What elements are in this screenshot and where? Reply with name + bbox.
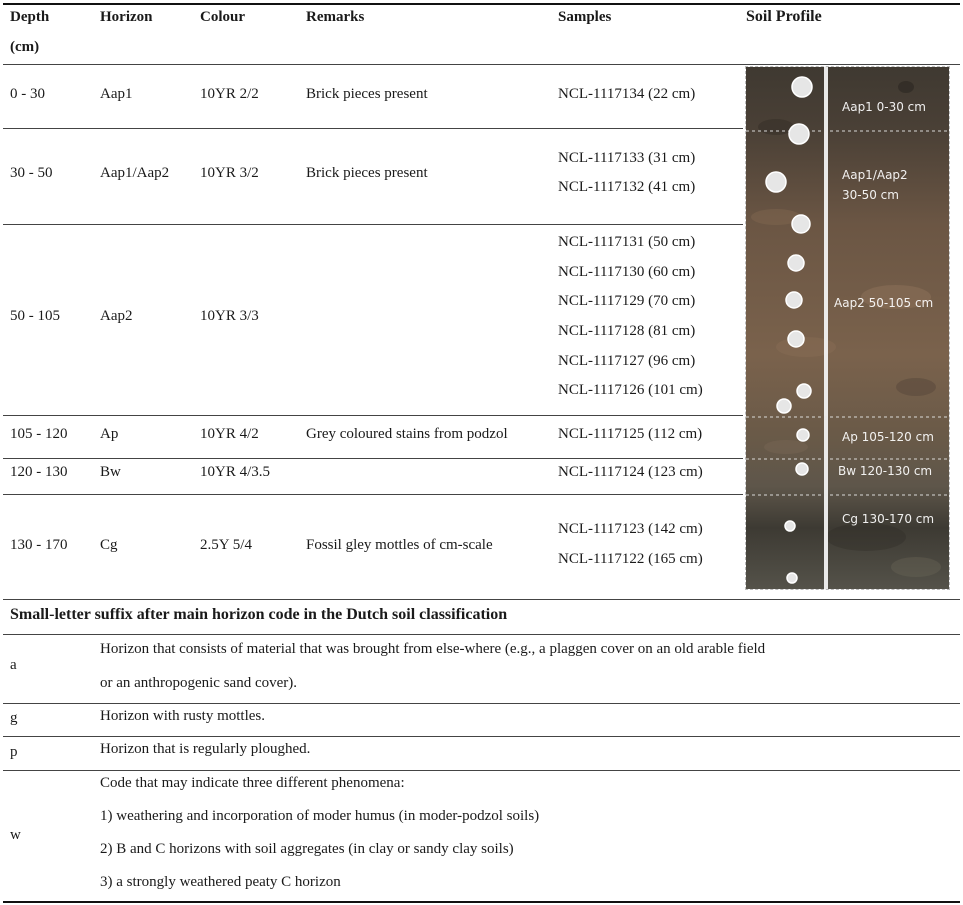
header-colour: Colour xyxy=(200,9,245,25)
cell-colour: 10YR 3/3 xyxy=(200,308,259,324)
cell-horizon: Aap1 xyxy=(100,86,133,102)
cell-depth: 105 - 120 xyxy=(10,426,68,442)
profile-label: Aap1/Aap2 xyxy=(842,168,908,182)
profile-label: Aap2 50-105 cm xyxy=(834,296,934,310)
header-samples: Samples xyxy=(558,9,612,25)
suffix-code: g xyxy=(10,710,18,726)
suffix-description: Code that may indicate three different phenomena: xyxy=(100,775,405,791)
header-horizon: Horizon xyxy=(100,9,153,25)
cell-remarks: Brick pieces present xyxy=(306,165,428,181)
cell-colour: 10YR 3/2 xyxy=(200,165,259,181)
suffix-divider xyxy=(3,770,960,771)
cell-sample: NCL-1117128 (81 cm) xyxy=(558,323,696,339)
suffix-description: 2) B and C horizons with soil aggregates (in clay or sandy clay soils) xyxy=(100,841,514,857)
profile-label: Cg 130-170 cm xyxy=(842,512,935,526)
suffix-bottom-rule xyxy=(3,901,960,903)
cell-sample: NCL-1117132 (41 cm) xyxy=(558,179,696,195)
cell-sample: NCL-1117130 (60 cm) xyxy=(558,264,696,280)
suffix-title-rule xyxy=(3,634,960,635)
header-depth-unit: (cm) xyxy=(10,39,40,55)
cell-sample: NCL-1117122 (165 cm) xyxy=(558,551,703,567)
cell-horizon: Aap1/Aap2 xyxy=(100,165,170,181)
cell-depth: 120 - 130 xyxy=(10,464,68,480)
suffix-description: 1) weathering and incorporation of moder humus (in moder-podzol soils) xyxy=(100,808,540,824)
cell-horizon: Ap xyxy=(100,426,119,442)
table-bottom-rule xyxy=(3,599,960,600)
suffix-code: w xyxy=(10,827,21,843)
table-top-rule xyxy=(3,3,960,5)
cell-depth: 30 - 50 xyxy=(10,165,53,181)
cell-horizon: Cg xyxy=(100,537,118,553)
cell-sample: NCL-1117129 (70 cm) xyxy=(558,293,696,309)
header-soil-profile: Soil Profile xyxy=(746,8,822,25)
cell-colour: 10YR 2/2 xyxy=(200,86,259,102)
row-divider xyxy=(3,224,743,225)
row-divider xyxy=(3,128,743,129)
suffix-code: a xyxy=(10,657,17,673)
cell-sample: NCL-1117126 (101 cm) xyxy=(558,382,703,398)
row-divider xyxy=(3,494,743,495)
suffix-description: or an anthropogenic sand cover). xyxy=(100,675,298,691)
suffix-divider xyxy=(3,703,960,704)
cell-sample: NCL-1117127 (96 cm) xyxy=(558,353,696,369)
cell-colour: 10YR 4/2 xyxy=(200,426,259,442)
cell-depth: 0 - 30 xyxy=(10,86,45,102)
suffix-description: Horizon that is regularly ploughed. xyxy=(100,741,311,757)
cell-remarks: Grey coloured stains from podzol xyxy=(306,426,508,442)
profile-label: Ap 105-120 cm xyxy=(842,430,934,444)
suffix-description: Horizon with rusty mottles. xyxy=(100,708,265,724)
cell-horizon: Aap2 xyxy=(100,308,133,324)
soil-profile-photo xyxy=(745,66,950,590)
row-divider xyxy=(3,415,743,416)
cell-sample: NCL-1117124 (123 cm) xyxy=(558,464,703,480)
cell-depth: 50 - 105 xyxy=(10,308,60,324)
suffix-description: 3) a strongly weathered peaty C horizon xyxy=(100,874,341,890)
header-remarks: Remarks xyxy=(306,9,365,25)
suffix-divider xyxy=(3,736,960,737)
cell-sample: NCL-1117134 (22 cm) xyxy=(558,86,696,102)
header-bottom-rule xyxy=(3,64,960,65)
suffix-description: Horizon that consists of material that was brought from else-where (e.g., a plaggen cover on an old arable field xyxy=(100,641,766,657)
cell-sample: NCL-1117133 (31 cm) xyxy=(558,150,696,166)
profile-label: Aap1 0-30 cm xyxy=(842,100,926,114)
suffix-code: p xyxy=(10,744,18,760)
cell-sample: NCL-1117123 (142 cm) xyxy=(558,521,703,537)
header-depth: Depth xyxy=(10,9,50,25)
cell-horizon: Bw xyxy=(100,464,121,480)
cell-remarks: Fossil gley mottles of cm-scale xyxy=(306,537,493,553)
cell-sample: NCL-1117131 (50 cm) xyxy=(558,234,696,250)
cell-colour: 2.5Y 5/4 xyxy=(200,537,252,553)
cell-remarks: Brick pieces present xyxy=(306,86,428,102)
row-divider xyxy=(3,458,743,459)
profile-label: Bw 120-130 cm xyxy=(838,464,933,478)
cell-sample: NCL-1117125 (112 cm) xyxy=(558,426,703,442)
cell-colour: 10YR 4/3.5 xyxy=(200,464,271,480)
suffix-section-title: Small-letter suffix after main horizon code in the Dutch soil classification xyxy=(10,606,508,623)
cell-depth: 130 - 170 xyxy=(10,537,68,553)
profile-label: 30-50 cm xyxy=(842,188,899,202)
